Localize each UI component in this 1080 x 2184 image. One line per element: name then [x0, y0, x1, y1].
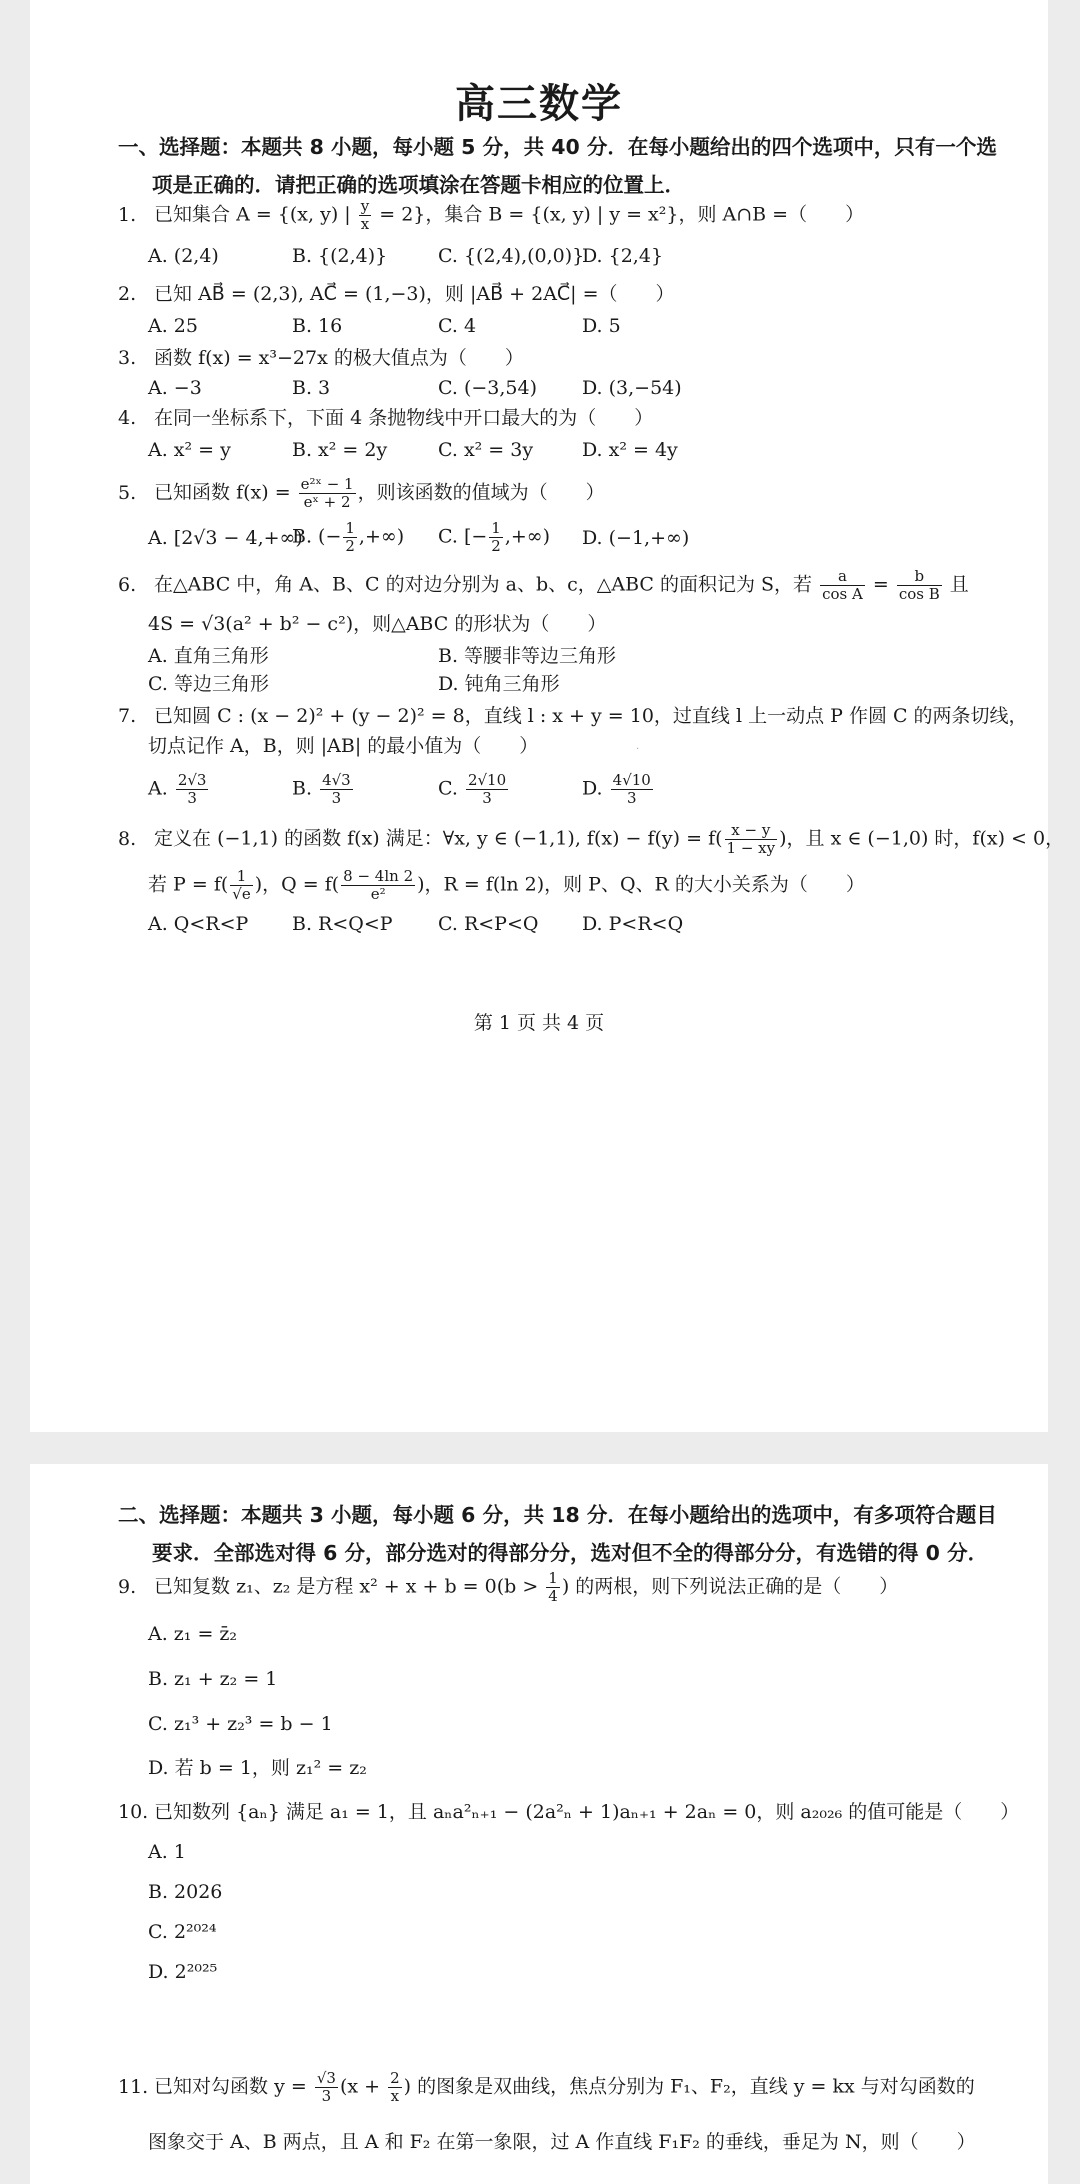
question-number: 11. [118, 2075, 149, 2098]
question-3 [118, 344, 1018, 372]
q5-option-b: B. (− $\frac{1}{2}$ ,+∞) [292, 519, 405, 555]
section-2-instructions [118, 1496, 1008, 1572]
q9-option-c: C. z₁³ + z₂³ = b − 1 [148, 1713, 333, 1735]
question-number: 3. [118, 347, 137, 369]
question-number: 7. [118, 705, 137, 727]
q8-option-a: A. Q<R<P [148, 913, 249, 935]
q2-option-d: D. 5 [582, 315, 621, 337]
q8-option-b: B. R<Q<P [292, 913, 393, 935]
question-text: 定义在 (−1,1) 的函数 f(x) 满足：∀x, y ∈ (−1,1), f(x) − f(y) = f( $\frac{x - y}{1 - xy}$ )，且 x ∈ (−1,0) 时，f(x) < 0， [154, 821, 1065, 857]
q2-option-c: C. 4 [438, 315, 477, 337]
question-9 [118, 1570, 1018, 1605]
q1-option-b: B. {(2,4)} [292, 245, 388, 267]
question-7-line-2: 切点记作 A，B，则 |AB| 的最小值为（ ） [148, 735, 539, 757]
question-8-line-2: 若 P = f( $\frac{1}{√e}$ )，Q = f( $\frac{8 - 4\ln 2}{\text{e²}}$ )，R = f(ln 2)，则 P、Q、R 的大小关系为（ ） [148, 867, 865, 903]
q8-option-d: D. P<R<Q [582, 913, 684, 935]
q1-option-c: C. {(2,4),(0,0)} [438, 245, 585, 267]
exam-page-1 [30, 0, 1065, 1432]
q5-option-a: A. [2√3 − 4,+∞) [148, 527, 303, 549]
q7-option-c: C. $\frac{2√10}{3}$ [438, 771, 507, 807]
q5-option-c: C. [− $\frac{1}{2}$ ,+∞) [438, 519, 551, 555]
q3-option-d: D. (3,−54) [582, 377, 682, 399]
question-text: 已知对勾函数 y = $\frac{√3}{3}$ (x + $\frac{2}{x}$ ) 的图象是双曲线，焦点分别为 F₁、F₂，直线 y = kx 与对勾函数的 [154, 2069, 975, 2105]
exam-page-2 [30, 1464, 1048, 2184]
question-8 [118, 821, 1065, 857]
question-11 [118, 2070, 1018, 2105]
page-footer: 第 1 页 共 4 页 [473, 1012, 605, 1034]
q5-option-d: D. (−1,+∞) [582, 527, 690, 549]
question-number: 6. [118, 573, 137, 596]
q7-option-a: A. $\frac{2√3}{3}$ [148, 771, 207, 807]
q10-option-d: D. 2²⁰²⁵ [148, 1961, 218, 1983]
question-2 [118, 280, 1018, 308]
question-text: 在同一坐标系下，下面 4 条抛物线中开口最大的为（ ） [154, 407, 654, 429]
section-1-line-1: 一、选择题：本题共 8 小题，每小题 5 分，共 40 分．在每小题给出的四个选项中，只有一个选 [118, 135, 997, 159]
q10-option-c: C. 2²⁰²⁴ [148, 1921, 217, 1943]
q6-option-b: B. 等腰非等边三角形 [438, 645, 617, 667]
fraction: $\frac{y}{x}$ [360, 197, 370, 233]
q4-option-c: C. x² = 3y [438, 439, 534, 461]
q8-option-c: C. R<P<Q [438, 913, 539, 935]
question-number: 9. [118, 1575, 137, 1598]
question-text: 已知数列 {aₙ} 满足 a₁ = 1，且 aₙa²ₙ₊₁ − (2a²ₙ + 1)aₙ₊₁ + 2aₙ = 0，则 a₂₀₂₆ 的值可能是（ ） [154, 1801, 1020, 1823]
section-2-line-1: 二、选择题：本题共 3 小题，每小题 6 分，共 18 分．在每小题给出的选项中，有多项符合题目 [118, 1503, 997, 1527]
question-text: 已知复数 z₁、z₂ 是方程 x² + x + b = 0(b > $\frac{1}{4}$ ) 的两根，则下列说法正确的是（ ） [154, 1569, 899, 1605]
question-text: 已知圆 C : (x − 2)² + (y − 2)² = 8，直线 l : x + y = 10，过直线 l 上一动点 P 作圆 C 的两条切线， [154, 705, 1028, 727]
question-number: 8. [118, 827, 137, 850]
question-text: 在△ABC 中，角 A、B、C 的对边分别为 a、b、c，△ABC 的面积记为 S，若 $\frac{a}{\text{cos A}}$ = $\frac{b}{\text{cos B}}$ 且 [154, 567, 969, 603]
q9-option-a: A. z₁ = z̄₂ [148, 1623, 238, 1645]
q7-option-b: B. $\frac{4√3}{3}$ [292, 771, 351, 807]
q3-option-a: A. −3 [148, 377, 202, 399]
q4-option-a: A. x² = y [148, 439, 231, 461]
question-6 [118, 568, 1018, 603]
q1-option-a: A. (2,4) [148, 245, 219, 267]
q2-option-b: B. 16 [292, 315, 343, 337]
q3-option-c: C. (−3,54) [438, 377, 537, 399]
question-number: 10. [118, 1801, 149, 1823]
fraction: $\frac{\text{e²ˣ − 1}}{\text{eˣ + 2}}$ [300, 475, 354, 511]
question-text: 已知函数 f(x) = $\frac{\text{e²ˣ − 1}}{\text{eˣ + 2}}$ ，则该函数的值域为（ ） [154, 475, 605, 511]
q3-option-b: B. 3 [292, 377, 331, 399]
question-6-line-2: 4S = √3(a² + b² − c²)，则△ABC 的形状为（ ） [148, 613, 607, 635]
q9-option-d: D. 若 b = 1，则 z₁² = z₂ [148, 1757, 367, 1779]
q4-option-b: B. x² = 2y [292, 439, 388, 461]
q4-option-d: D. x² = 4y [582, 439, 678, 461]
question-number: 5. [118, 481, 137, 504]
section-1-line-2: 项是正确的．请把正确的选项填涂在答题卡相应的位置上． [152, 173, 685, 197]
question-text: 函数 f(x) = x³−27x 的极大值点为（ ） [154, 347, 524, 369]
question-1 [118, 198, 1018, 233]
question-text: 已知 AB⃗ = (2,3), AC⃗ = (1,−3)，则 |AB⃗ + 2AC⃗| =（ ） [154, 283, 675, 305]
q10-option-b: B. 2026 [148, 1881, 223, 1903]
q7-option-d: D. $\frac{4√10}{3}$ [582, 771, 651, 807]
question-number: 1. [118, 203, 137, 226]
q2-option-a: A. 25 [148, 315, 198, 337]
question-11-line-2: 图象交于 A、B 两点，且 A 和 F₂ 在第一象限，过 A 作直线 F₁F₂ 的垂线，垂足为 N，则（ ） [148, 2131, 976, 2153]
question-10 [118, 1798, 1018, 1826]
q6-option-d: D. 钝角三角形 [438, 673, 560, 695]
question-number: 2. [118, 283, 137, 305]
question-number: 4. [118, 407, 137, 429]
question-4 [118, 404, 1018, 432]
q9-option-b: B. z₁ + z₂ = 1 [148, 1668, 278, 1690]
section-2-line-2: 要求．全部选对得 6 分，部分选对的得部分分，选对但不全的得部分分，有选错的得 0 分． [152, 1541, 989, 1565]
q6-option-a: A. 直角三角形 [148, 645, 269, 667]
question-5 [118, 476, 1018, 511]
question-7 [118, 702, 1028, 730]
page-title: 高三数学 [455, 81, 623, 127]
scan-speck: · [636, 744, 640, 755]
question-text: 已知集合 A = {(x, y) | $\frac{y}{x}$ = 2}，集合 B = {(x, y) | y = x²}，则 A∩B =（ ） [154, 197, 865, 233]
q10-option-a: A. 1 [148, 1841, 186, 1863]
q1-option-d: D. {2,4} [582, 245, 664, 267]
q6-option-c: C. 等边三角形 [148, 673, 269, 695]
section-1-instructions [118, 128, 1008, 204]
